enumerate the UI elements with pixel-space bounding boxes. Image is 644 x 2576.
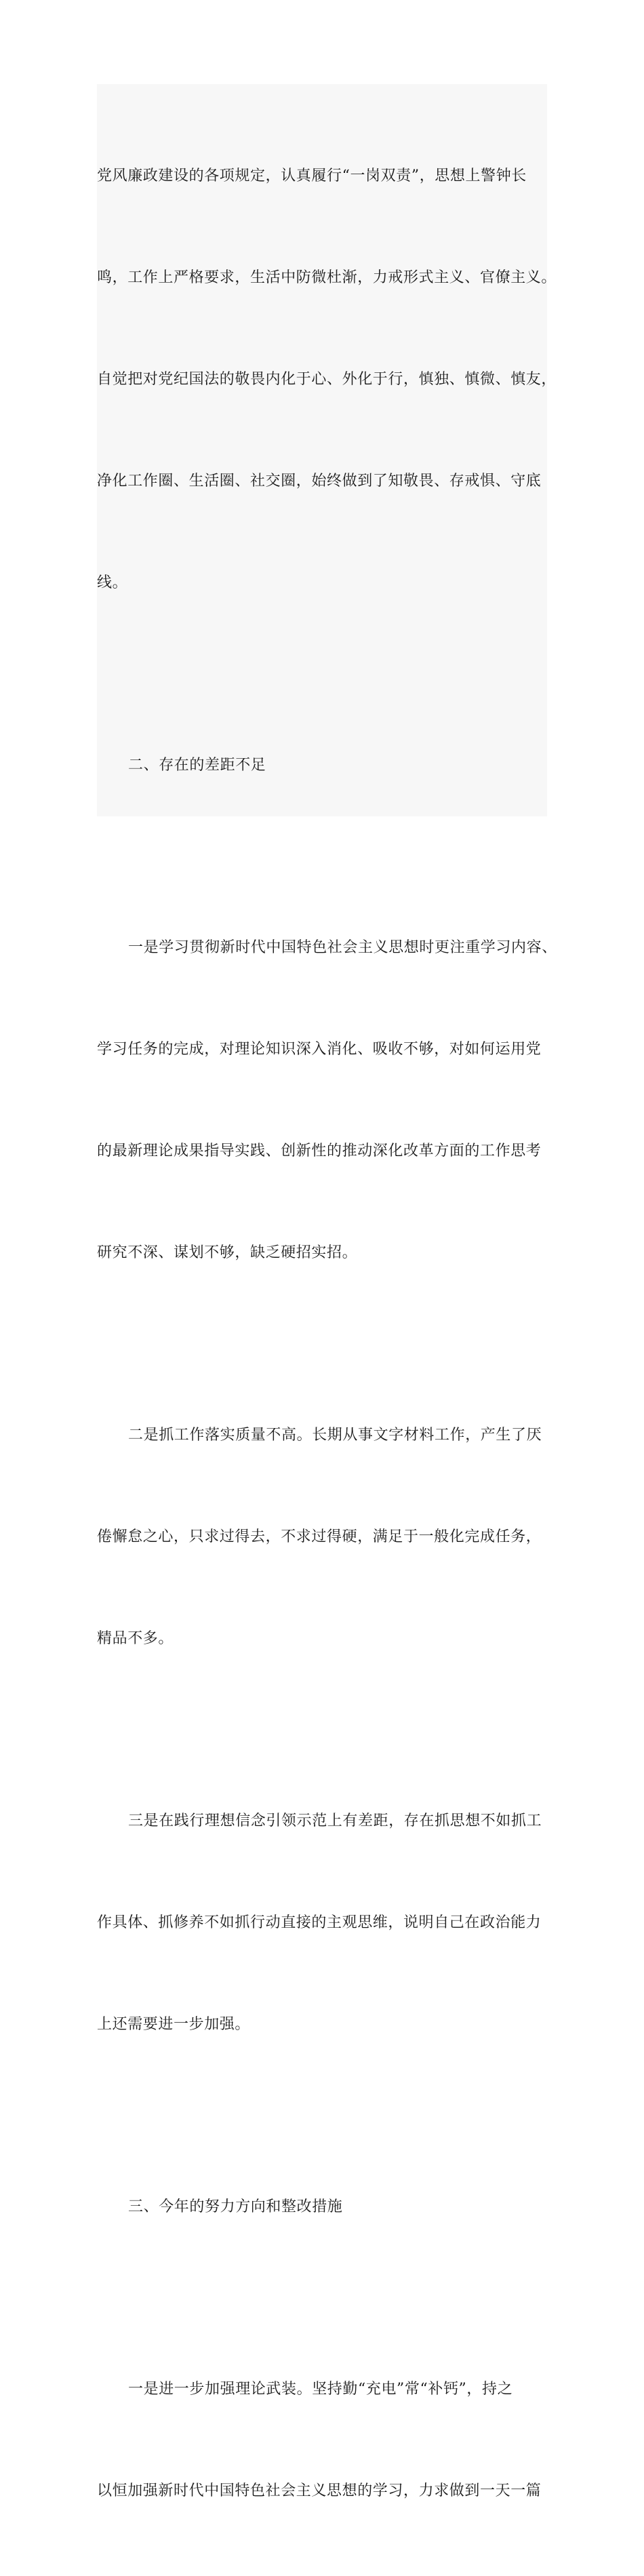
text-line: 鸣，工作上严格要求，生活中防微杜渐，力戒形式主义、官僚主义。 [97, 269, 557, 286]
text-line: 党风廉政建设的各项规定，认真履行“一岗双责”，思想上警钟长 [97, 167, 527, 184]
text-line: 净化工作圈、生活圈、社交圈，始终做到了知敬畏、存戒惧、守底 [97, 473, 542, 490]
section-heading-gaps [97, 681, 547, 850]
text-line: 二是抓工作落实质量不高。长期从事文字材料工作，产生了厌 [128, 1427, 542, 1444]
document-text-area [97, 84, 557, 2499]
section-heading-measures [97, 2122, 547, 2292]
heading-text: 三、今年的努力方向和整改措施 [128, 2198, 343, 2215]
paragraph-gap-three [97, 1737, 547, 2109]
heading-text: 二、存在的差距不足 [128, 757, 266, 774]
paragraph-gap-one [97, 863, 557, 1338]
text-line: 学习任务的完成，对理论知识深入消化、吸收不够，对如何运用党 [97, 1041, 542, 1058]
paragraph-gap-two [97, 1351, 547, 1724]
text-line: 线。 [97, 574, 128, 591]
text-line: 一是学习贯彻新时代中国特色社会主义思想时更注重学习内容、 [128, 939, 557, 956]
text-line: 自觉把对党纪国法的敬畏内化于心、外化于行，慎独、慎微、慎友， [97, 371, 557, 388]
text-line: 三是在践行理想信念引领示范上有差距，存在抓思想不如抓工 [128, 1812, 542, 1829]
paragraph-discipline [97, 92, 557, 668]
text-line: 上还需要进一步加强。 [97, 2016, 251, 2033]
text-line: 精品不多。 [97, 1630, 174, 1647]
text-line: 作具体、抓修养不如抓行动直接的主观思维，说明自己在政治能力 [97, 1914, 542, 1931]
text-line: 的最新理论成果指导实践、创新性的推动深化改革方面的工作思考 [97, 1143, 542, 1160]
text-line: 研究不深、谋划不够，缺乏硬招实招。 [97, 1244, 358, 1261]
text-line: 以恒加强新时代中国特色社会主义思想的学习，力求做到一天一篇 [97, 2482, 542, 2499]
text-line: 一是进一步加强理论武装。坚持勤“充电”常“补钙”，持之 [128, 2381, 513, 2398]
paragraph-measure-one [97, 2305, 547, 2576]
text-line: 倦懈怠之心，只求过得去，不求过得硬，满足于一般化完成任务， [97, 1528, 542, 1545]
